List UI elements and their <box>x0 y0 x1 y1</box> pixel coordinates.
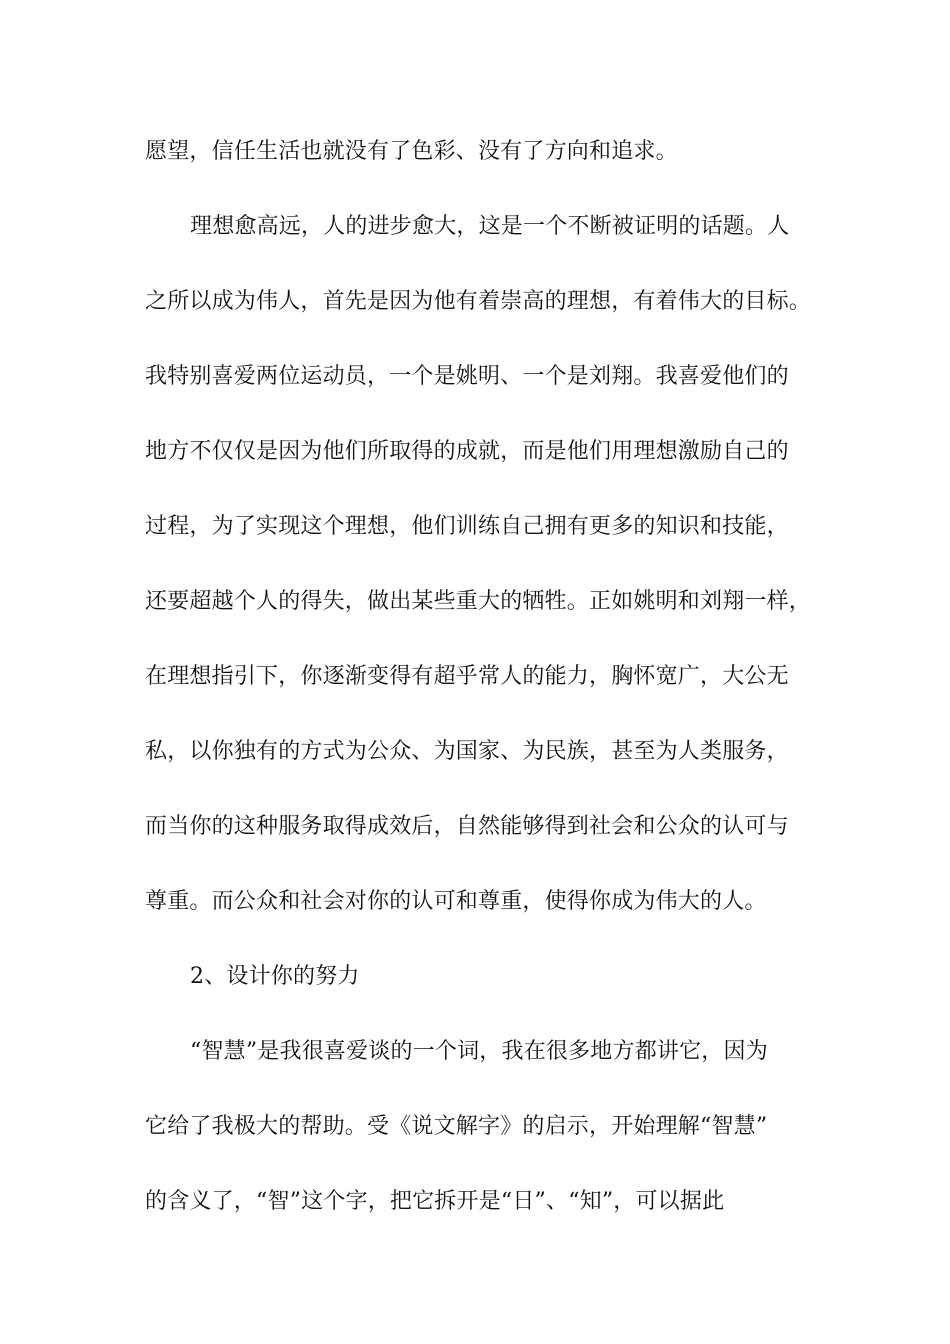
text-line: 地方不仅仅是因为他们所取得的成就，而是他们用理想激励自己的 <box>145 439 789 464</box>
text-line: 愿望，信任生活也就没有了色彩、没有了方向和追求。 <box>145 139 678 164</box>
text-line: 的含义了，“智”这个字，把它拆开是“日”、“知”，可以据此 <box>145 1189 725 1214</box>
text-line: 在理想指引下，你逐渐变得有超乎常人的能力，胸怀宽广，大公无 <box>145 664 789 689</box>
text-line: 它给了我极大的帮助。受《说文解字》的启示，开始理解“智慧” <box>145 1114 768 1139</box>
paragraph-start-line: “智慧”是我很喜爱谈的一个词，我在很多地方都讲它，因为 <box>190 1039 768 1064</box>
text-line: 而当你的这种服务取得成效后，自然能够得到社会和公众的认可与 <box>145 814 789 839</box>
text-line: 私，以你独有的方式为公众、为国家、为民族，甚至为人类服务， <box>145 739 789 764</box>
paragraph-start-line: 理想愈高远，人的进步愈大，这是一个不断被证明的话题。人 <box>190 214 790 239</box>
text-line: 还要超越个人的得失，做出某些重大的牺牲。正如姚明和刘翔一样， <box>145 589 812 614</box>
section-heading: 2、设计你的努力 <box>190 964 360 989</box>
text-line: 过程，为了实现这个理想，他们训练自己拥有更多的知识和技能， <box>145 514 789 539</box>
text-line: 我特别喜爱两位运动员，一个是姚明、一个是刘翔。我喜爱他们的 <box>145 364 789 389</box>
text-line: 尊重。而公众和社会对你的认可和尊重，使得你成为伟大的人。 <box>145 889 767 914</box>
text-line: 之所以成为伟人，首先是因为他有着崇高的理想，有着伟大的目标。 <box>145 289 812 314</box>
